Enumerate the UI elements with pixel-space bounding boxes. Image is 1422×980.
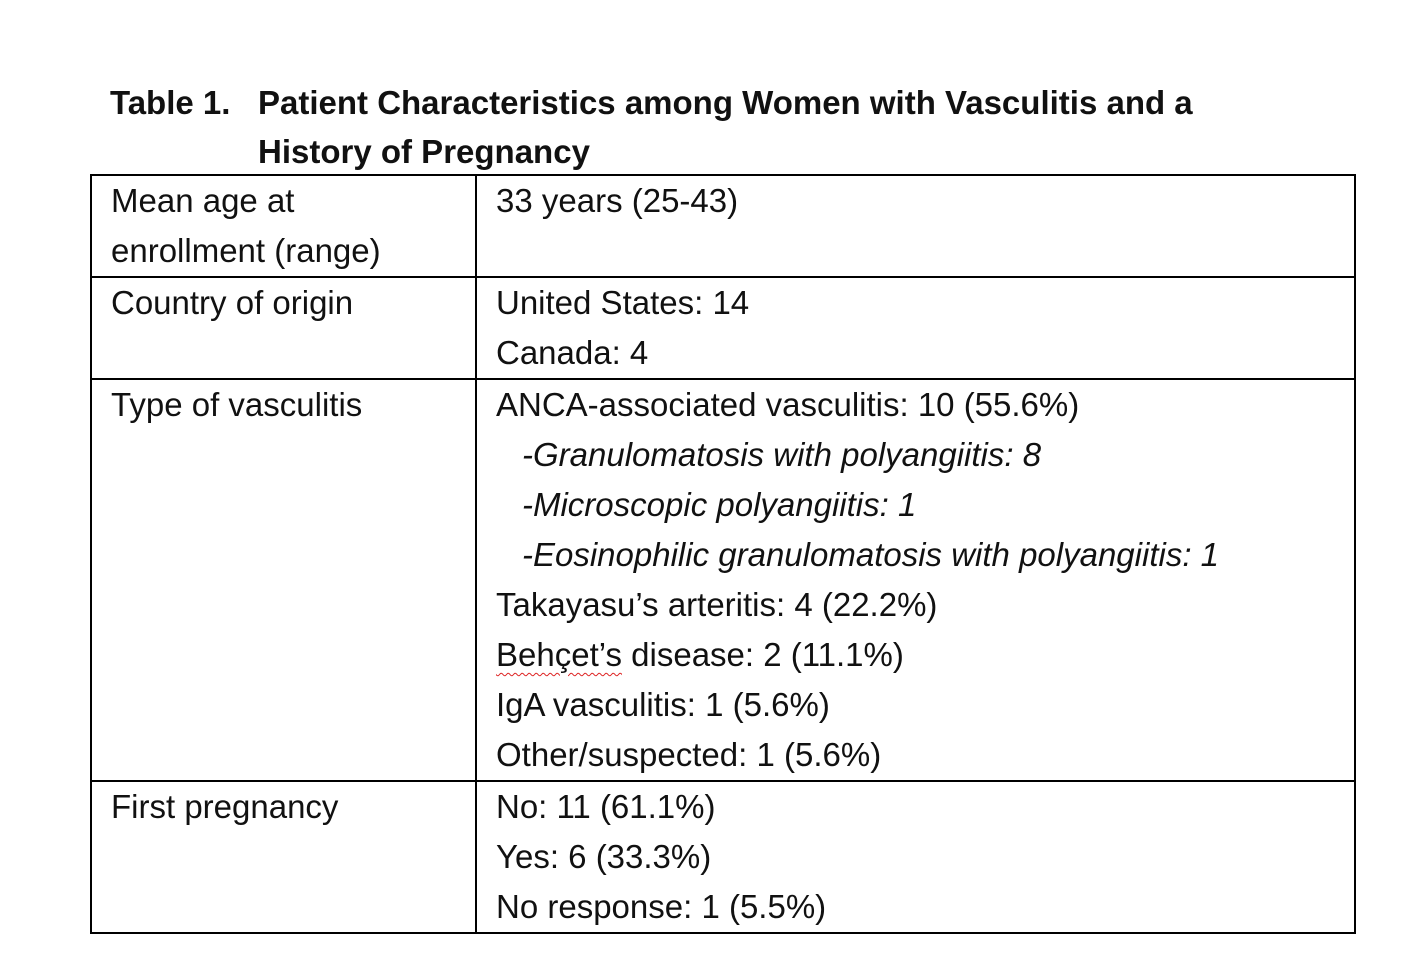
row-value-line: No: 11 (61.1%) (496, 788, 716, 825)
table-row-country (91, 277, 1355, 379)
row-value-cell (476, 277, 1355, 379)
caption-line-1 (110, 78, 1350, 127)
caption-title-line-1: Patient Characteristics among Women with Vasculitis and a (258, 84, 1193, 121)
row-value-subtype-line: -Granulomatosis with polyangiitis: 8 (522, 436, 1042, 473)
spellcheck-underlined-word: Behçet’s (496, 636, 622, 673)
row-label-line: Country of origin (111, 284, 354, 321)
row-value-line: 33 years (25-43) (496, 182, 739, 219)
row-value-line-rest: disease: 2 (11.1%) (621, 636, 904, 673)
row-value-line: Yes: 6 (33.3%) (496, 838, 712, 875)
row-label-line: enrollment (range) (111, 232, 381, 269)
row-value-line: ANCA-associated vasculitis: 10 (55.6%) (496, 386, 1080, 423)
caption-title-line-2: History of Pregnancy (258, 133, 590, 170)
row-value-subtype-line: -Eosinophilic granulomatosis with polyangiitis: 1 (522, 536, 1220, 573)
row-value-line (496, 630, 1354, 680)
patient-characteristics-table (90, 174, 1356, 934)
row-label-line: First pregnancy (111, 788, 339, 825)
row-label-line: Type of vasculitis (111, 386, 363, 423)
table-caption (110, 78, 1350, 176)
row-value-line: Other/suspected: 1 (5.6%) (496, 736, 882, 773)
table-row-first-pregnancy (91, 781, 1355, 933)
row-value-cell (476, 175, 1355, 277)
table-row-mean-age (91, 175, 1355, 277)
table-row-vasculitis-type (91, 379, 1355, 781)
row-value-cell (476, 781, 1355, 933)
row-value-line: Canada: 4 (496, 334, 649, 371)
row-label-line: Mean age at (111, 182, 295, 219)
row-label-cell (91, 379, 476, 781)
caption-indent (110, 127, 258, 176)
row-value-line: Takayasu’s arteritis: 4 (22.2%) (496, 586, 938, 623)
row-value-line: IgA vasculitis: 1 (5.6%) (496, 686, 830, 723)
row-value-cell (476, 379, 1355, 781)
row-value-line: United States: 14 (496, 284, 750, 321)
row-label-cell (91, 277, 476, 379)
caption-line-2 (110, 127, 1350, 176)
row-label-cell (91, 175, 476, 277)
row-value-subtype-line: -Microscopic polyangiitis: 1 (522, 486, 917, 523)
row-value-line: No response: 1 (5.5%) (496, 888, 827, 925)
row-label-cell (91, 781, 476, 933)
caption-label: Table 1. (110, 84, 231, 121)
